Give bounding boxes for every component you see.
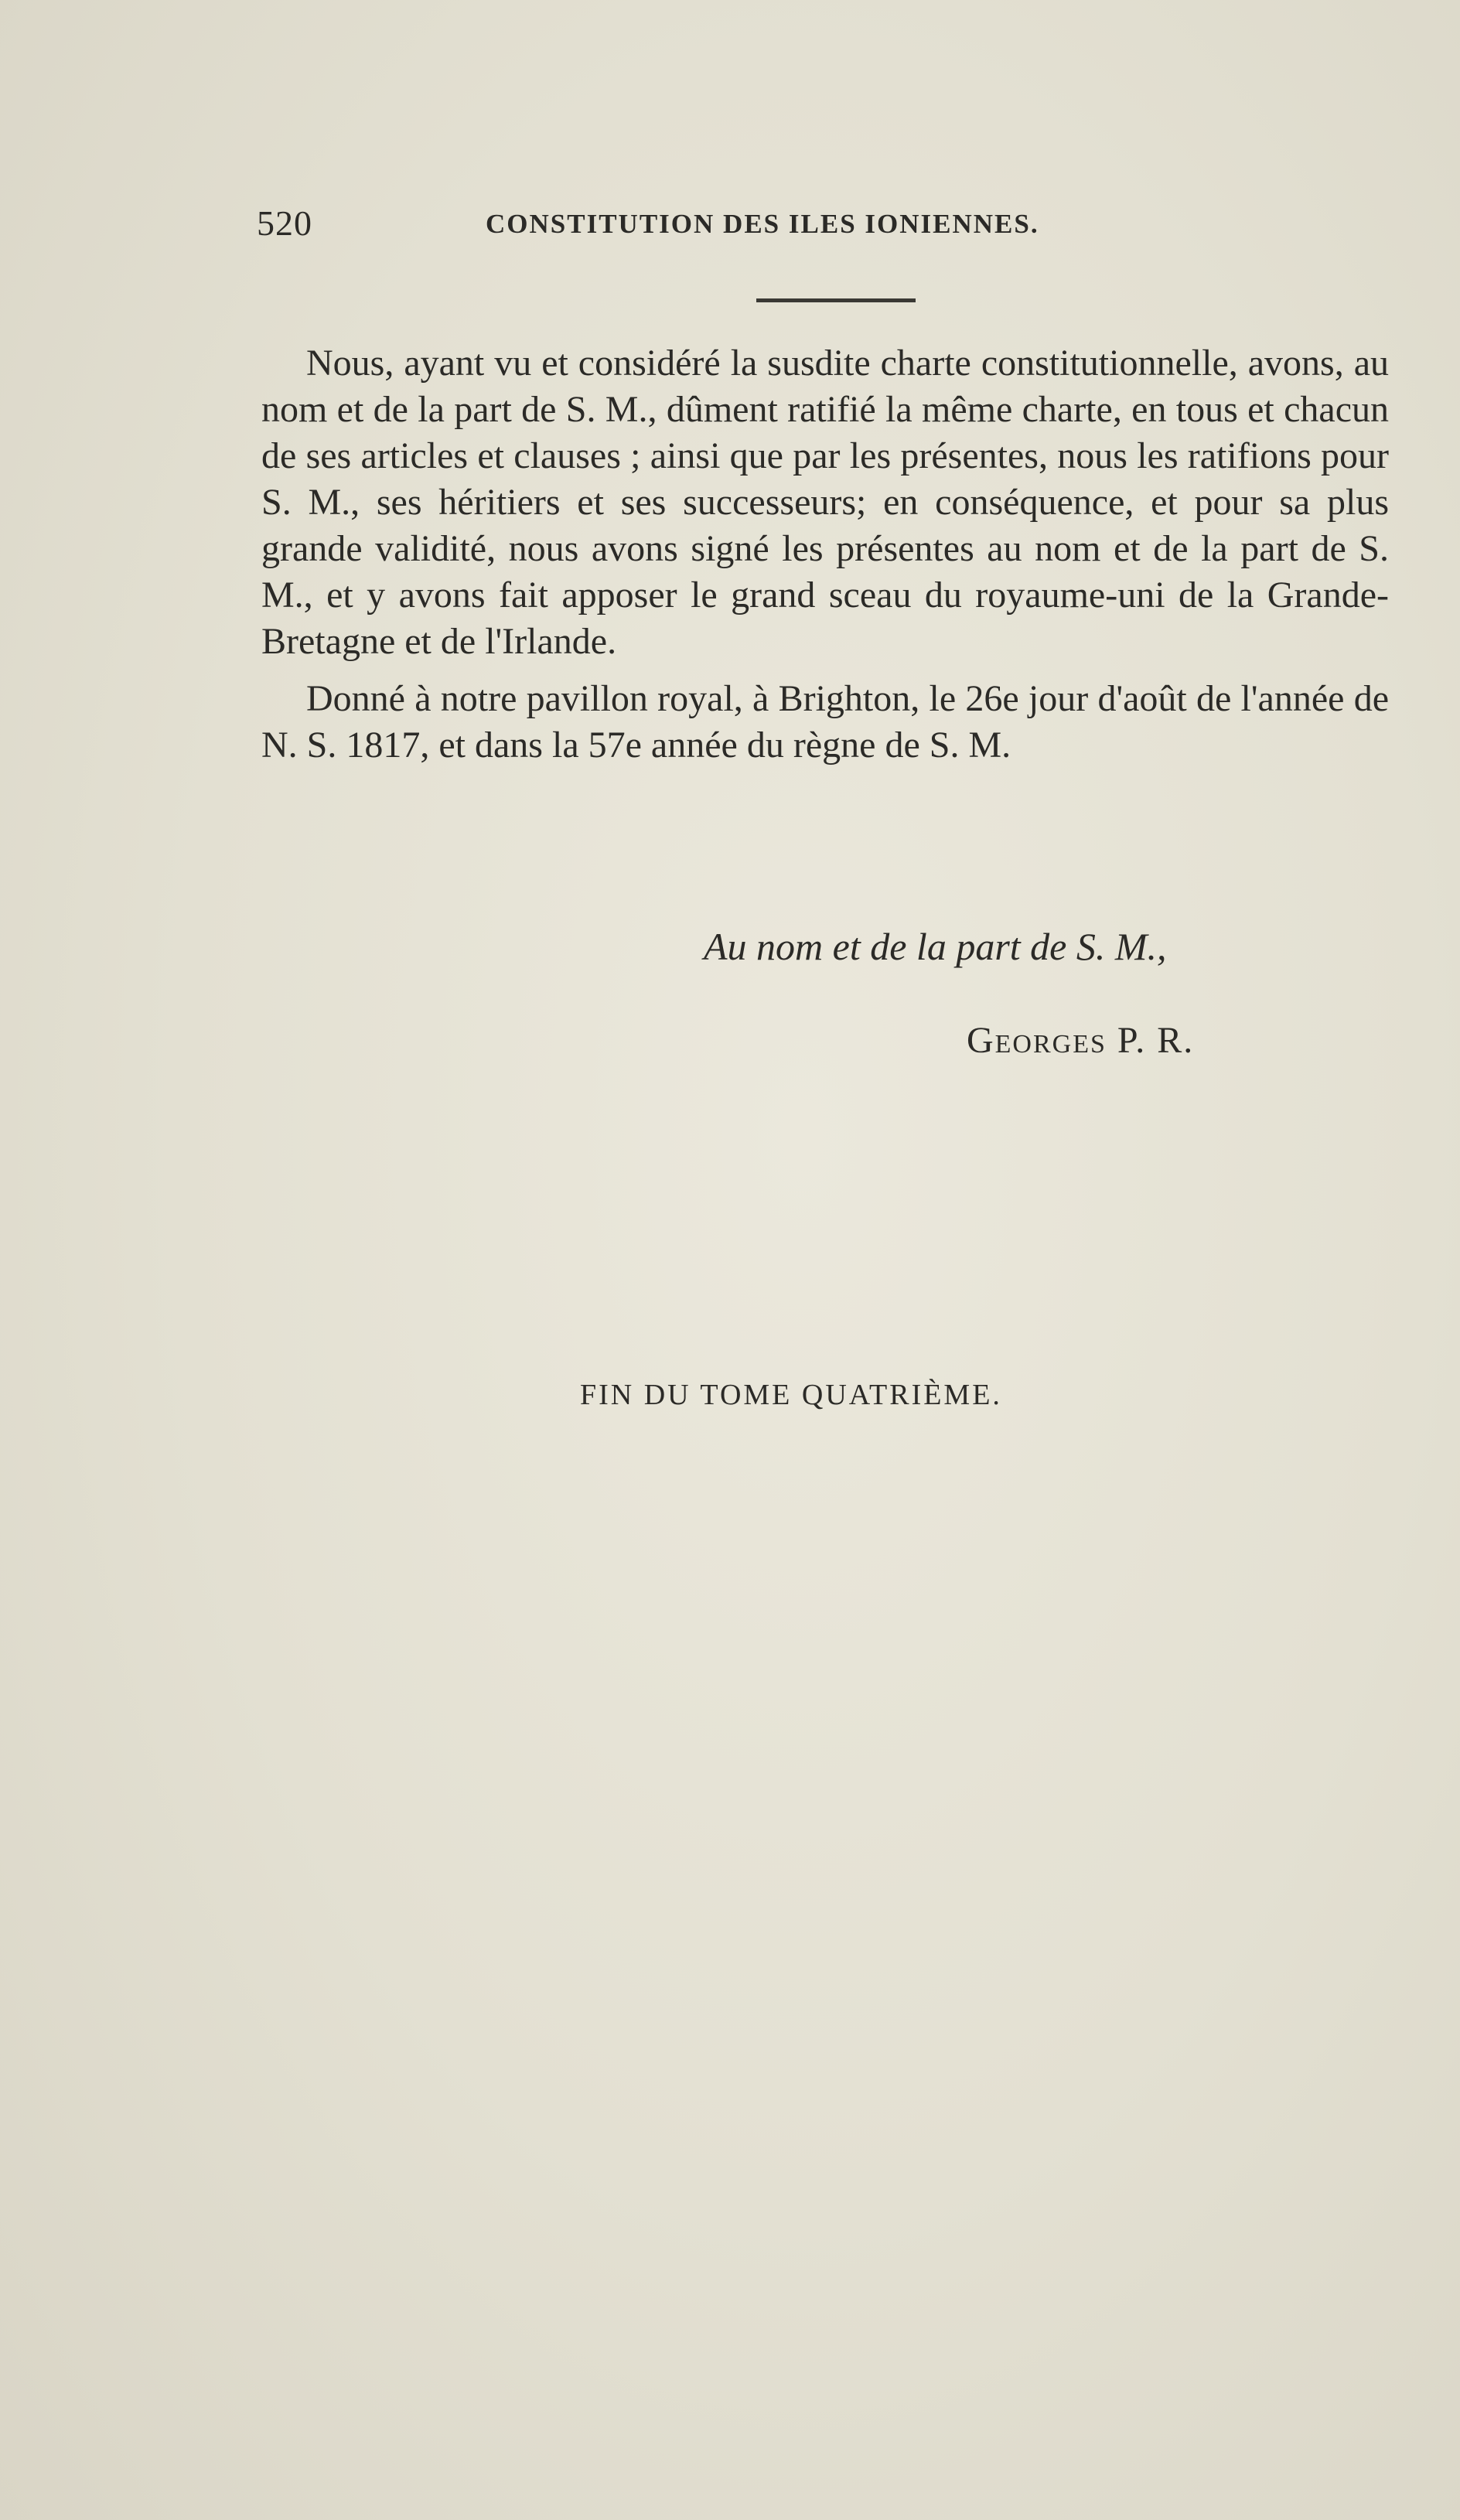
end-of-volume-note: FIN DU TOME QUATRIÈME. — [580, 1379, 1002, 1411]
header-rule — [756, 298, 916, 302]
signature: Georges P. R. — [967, 1020, 1195, 1061]
closing-formula: Au nom et de la part de S. M., — [704, 925, 1167, 968]
main-text — [261, 340, 1389, 769]
running-title: CONSTITUTION DES ILES IONIENNES. — [486, 209, 1039, 239]
page-number: 520 — [257, 203, 312, 243]
paragraph-ratification: Nous, ayant vu et considéré la susdite charte constitutionnelle, avons, au nom et de la part de S. M., dûment ratifié la même charte, en tous et chacun de ses articles et clauses ; ainsi que par les présentes, nous les ratifions pour S. M., ses héritiers et ses successeurs; en conséquence, et pour sa plus grande validité, nous avons signé les présentes au nom et de la part de S. M., et y avons fait apposer le grand sceau du royaume-uni de la Grande-Bretagne et de l'Irlande. — [261, 343, 1389, 662]
page-header — [257, 203, 1169, 249]
paragraph-given-at: Donné à notre pavillon royal, à Brighton, le 26e jour d'août de l'année de N. S. 1817, et dans la 57e année du règne de S. M. — [261, 678, 1389, 766]
